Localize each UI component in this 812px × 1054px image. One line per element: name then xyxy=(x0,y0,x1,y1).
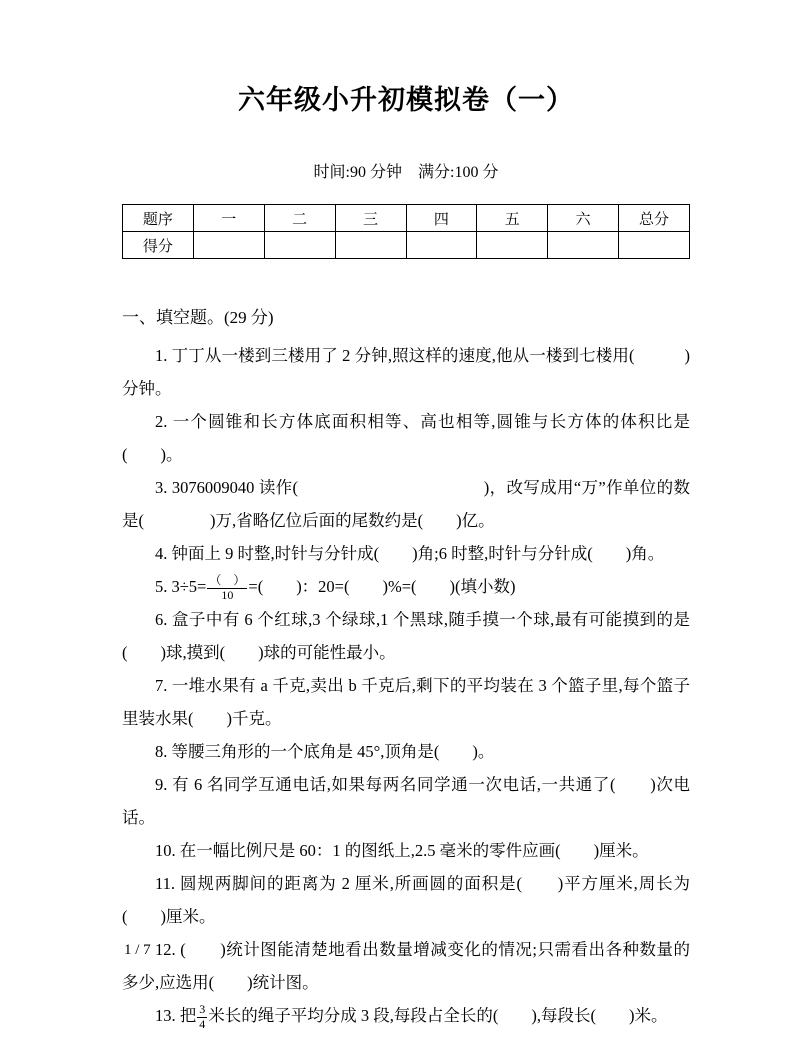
score-table-header-cell: 总分 xyxy=(619,205,690,232)
fraction-denominator: 4 xyxy=(199,1016,206,1031)
page-number: 1 / 7 xyxy=(124,942,151,958)
score-table-header-cell: 二 xyxy=(264,205,335,232)
score-table-header-cell: 一 xyxy=(193,205,264,232)
score-table-header-cell: 四 xyxy=(406,205,477,232)
score-table-header-cell: 六 xyxy=(548,205,619,232)
question-4: 4. 钟面上 9 时整,时针与分针成( )角;6 时整,时针与分针成( )角。 xyxy=(155,544,665,563)
question-13-suffix: 米长的绳子平均分成 3 段,每段占全长的( ),每段长( )米。 xyxy=(208,1006,668,1025)
question-5-suffix: =( )：20=( )%=( )(填小数) xyxy=(248,577,516,596)
score-table-header-cell: 题序 xyxy=(123,205,194,232)
fraction-denominator: 10 xyxy=(221,587,234,602)
score-cell xyxy=(335,232,406,259)
fraction-three-fourths xyxy=(197,1003,207,1032)
question-2: 2. 一个圆锥和长方体底面积相等、高也相等,圆锥与长方体的体积比是( )。 xyxy=(122,412,690,464)
question-8: 8. 等腰三角形的一个底角是 45°,顶角是( )。 xyxy=(155,742,495,761)
score-table-score-row xyxy=(123,232,690,259)
score-table-header-cell: 五 xyxy=(477,205,548,232)
score-table xyxy=(122,204,690,259)
question-3: 3. 3076009040 读作( )，改写成用“万”作单位的数是( )万,省略亿位后面的尾数约是( )亿。 xyxy=(122,478,690,530)
fraction-numerator: 3 xyxy=(199,1001,206,1016)
question-11: 11. 圆规两脚间的距离为 2 厘米,所画圆的面积是( )平方厘米,周长为( )厘米。 xyxy=(122,874,690,926)
question-5-prefix: 5. 3÷5= xyxy=(155,577,207,596)
score-cell xyxy=(264,232,335,259)
score-cell xyxy=(619,232,690,259)
score-cell xyxy=(193,232,264,259)
score-table-header-cell: 三 xyxy=(335,205,406,232)
exam-meta: 时间:90 分钟 满分:100 分 xyxy=(313,164,499,181)
questions-list xyxy=(122,339,690,1032)
fraction-blank-over-10 xyxy=(207,574,247,603)
section-heading: 一、填空题。(29 分) xyxy=(122,308,274,327)
question-13-prefix: 13. 把 xyxy=(155,1006,197,1025)
fraction-numerator: （ ） xyxy=(209,572,246,587)
score-cell xyxy=(477,232,548,259)
question-12: 12. ( )统计图能清楚地看出数量增减变化的情况;只需看出各种数量的多少,应选用( )统计图。 xyxy=(122,940,690,992)
question-13 xyxy=(122,999,690,1032)
score-cell xyxy=(406,232,477,259)
question-9: 9. 有 6 名同学互通电话,如果每两名同学通一次电话,一共通了( )次电话。 xyxy=(122,775,690,827)
page-title: 六年级小升初模拟卷（一） xyxy=(238,85,574,115)
question-5 xyxy=(122,570,690,603)
score-row-label: 得分 xyxy=(123,232,194,259)
question-1: 1. 丁丁从一楼到三楼用了 2 分钟,照这样的速度,他从一楼到七楼用( )分钟。 xyxy=(122,346,690,398)
score-table-header-row xyxy=(123,205,690,232)
question-7: 7. 一堆水果有 a 千克,卖出 b 千克后,剩下的平均装在 3 个篮子里,每个篮子里装水果( )千克。 xyxy=(122,676,690,728)
question-6: 6. 盒子中有 6 个红球,3 个绿球,1 个黑球,随手摸一个球,最有可能摸到的是( )球,摸到( )球的可能性最小。 xyxy=(122,610,690,662)
question-10: 10. 在一幅比例尺是 60：1 的图纸上,2.5 毫米的零件应画( )厘米。 xyxy=(155,841,649,860)
score-cell xyxy=(548,232,619,259)
